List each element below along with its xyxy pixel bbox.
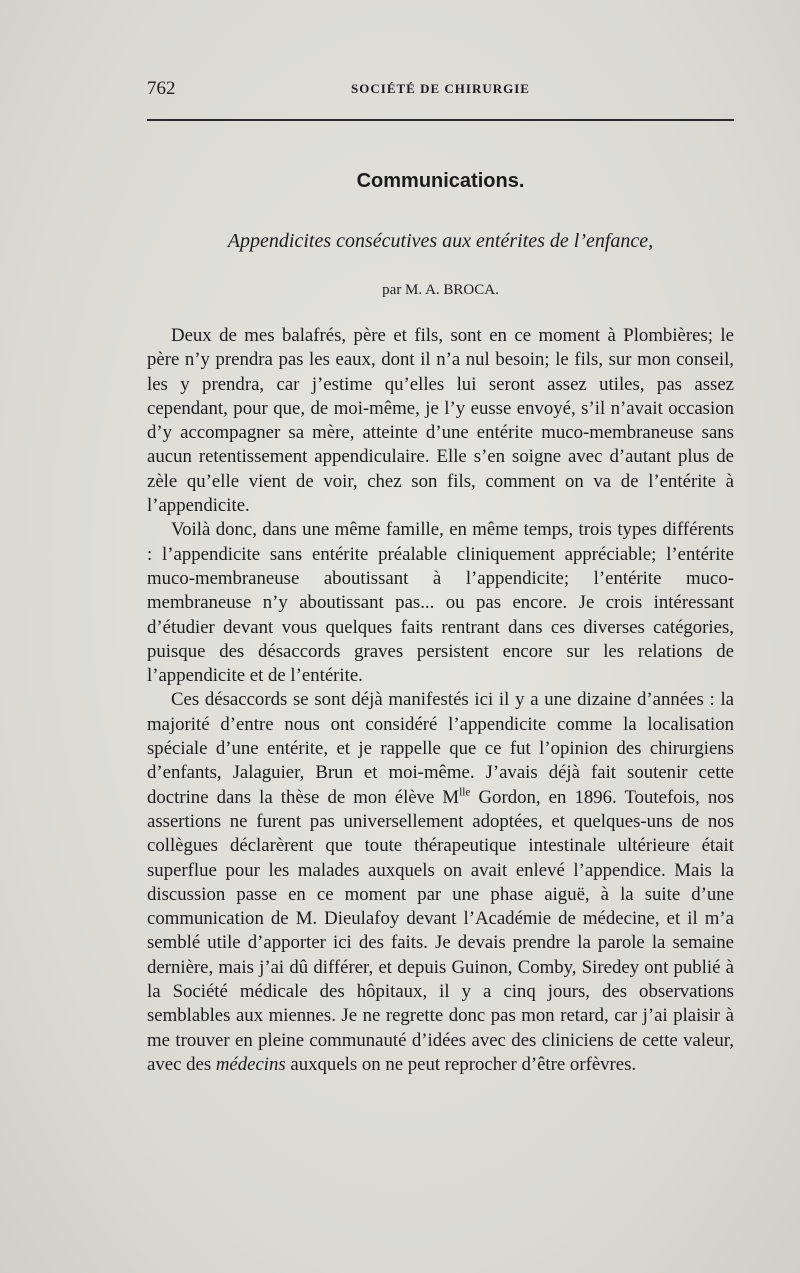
running-head: SOCIÉTÉ DE CHIRURGIE xyxy=(351,81,530,96)
body-text xyxy=(147,324,734,1077)
header-rule xyxy=(147,119,734,121)
paragraph-2: Voilà donc, dans une même famille, en même temps, trois types différents : l’appendicite sans entérite préalable cliniquement appréciable; l’entérite muco-membraneuse aboutissant à l’appendicite; l’entérite muco-membraneuse n’y aboutissant pas... ou pas encore. Je crois intéressant d’étudier devant vous quelques faits rentrant dans ces diverses catégories, puisque des désaccords graves persistent encore sur les relations de l’appendicite et de l’entérite. xyxy=(147,519,734,687)
paragraph-3 xyxy=(147,688,734,1077)
paragraph-3-part-1: Ces désaccords se sont déjà manifestés ici il y a une dizaine d’années : la majorité d’entre nous ont considéré l’appendicite comme la localisation spéciale d’une entérite, et je rappelle que ce fut l’opinion des chirurgiens d’enfants, Jalaguier, Brun et moi-même. J’avais déjà fait soutenir cette doctrine dans la thèse de mon élève M xyxy=(147,689,734,808)
paragraph-3-part-3: auxquels on ne peut reprocher d’être orfèvres. xyxy=(285,1053,637,1075)
author-line: par M. A. BROCA. xyxy=(382,282,499,298)
superscript-lle: lle xyxy=(459,786,471,799)
paragraph-1: Deux de mes balafrés, père et fils, sont en ce moment à Plombières; le père n’y prendra pas les eaux, dont il n’a nul besoin; le fils, sur mon conseil, les y prendra, car j’estime qu’elles lui seront assez utiles, pas assez cependant, pour que, de moi-même, je l’y eusse envoyé, s’il n’avait occasion d’y accompagner sa mère, atteinte d’une entérite muco-membraneuse sans aucun retentissement appendiculaire. Elle s’en soigne avec d’autant plus de zèle qu’elle vient de voir, chez son fils, comment on va de l’entérite à l’appendicite. xyxy=(147,325,734,517)
italic-word: médecins xyxy=(215,1053,286,1075)
page-header xyxy=(147,78,734,100)
page-number: 762 xyxy=(147,78,176,99)
section-title: Communications. xyxy=(356,170,525,192)
paragraph-3-part-2: Gordon, en 1896. Toutefois, nos assertions ne furent pas universellement adoptées, et quelques-uns de nos collègues déclarèrent que toute thérapeutique intestinale ultérieure était superflue pour les malades auxquels on avait enlevé l’appendice. Mais la discussion passe en ce moment par une phase aiguë, à la suite d’une communication de M. Dieulafoy devant l’Académie de médecine, et il m’a semblé utile d’apporter ici des faits. Je devais prendre la parole la semaine dernière, mais j’ai dû différer, et depuis Guinon, Comby, Siredey ont publié à la Société médicale des hôpitaux, il y a cinq jours, des observations semblables aux miennes. Je ne regrette donc pas mon retard, car j’ai plaisir à me trouver en pleine communauté d’idées avec des cliniciens de cette valeur, avec des xyxy=(147,786,735,1075)
article-title: Appendicites consécutives aux entérites de l’enfance, xyxy=(227,230,654,252)
